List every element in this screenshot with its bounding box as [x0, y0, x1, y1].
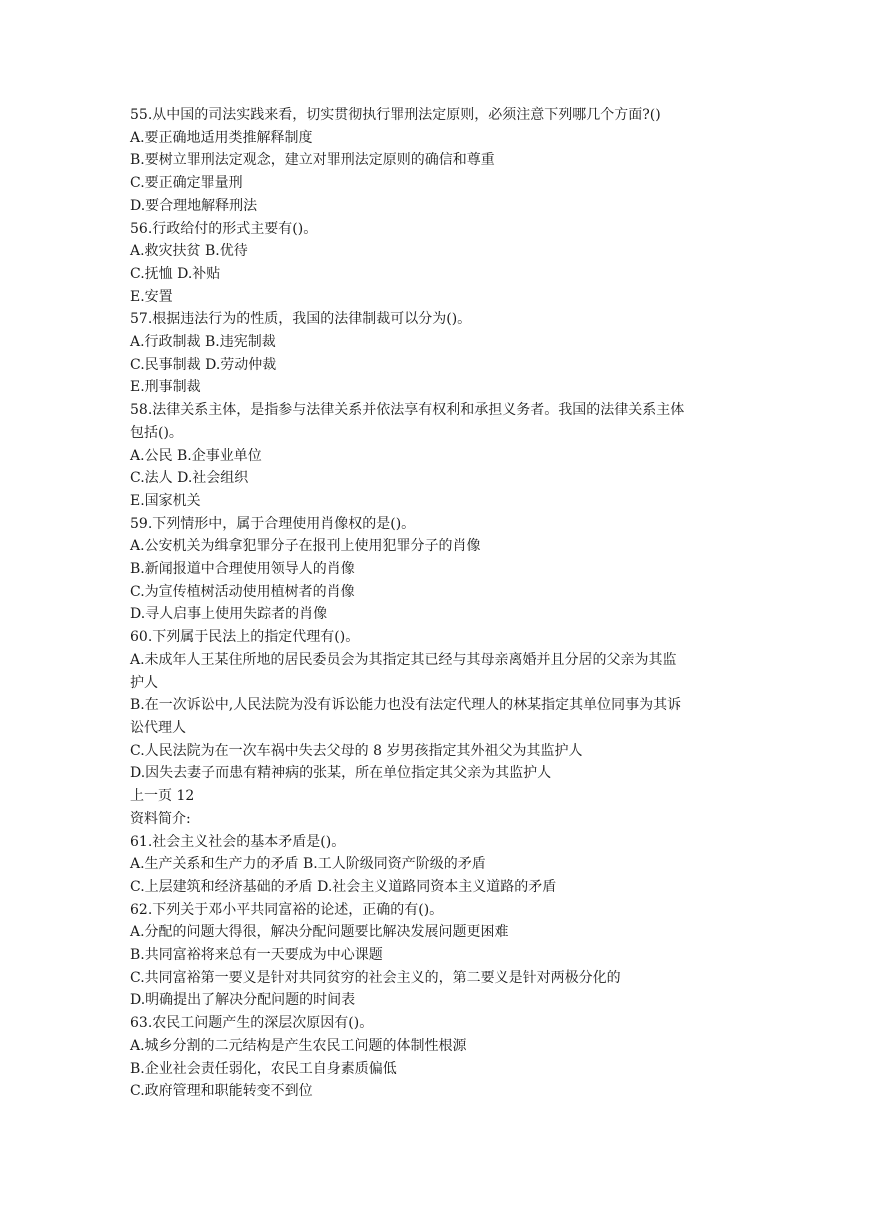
- question-56-options-cd: C.抚恤 D.补贴: [130, 265, 221, 282]
- question-57-options-cd: C.民事制裁 D.劳动仲裁: [130, 356, 277, 373]
- question-62-option-d: D.明确提出了解决分配问题的时间表: [130, 992, 356, 1009]
- pagination-text: 上一页 12: [130, 788, 195, 805]
- question-60-option-a: A.未成年人王某住所地的居民委员会为其指定其已经与其母亲离婚并且分居的父亲为其监: [130, 651, 677, 668]
- question-63-option-c: C.政府管理和职能转变不到位: [130, 1083, 313, 1100]
- question-58-options-cd: C.法人 D.社会组织: [130, 470, 249, 487]
- question-62-option-a: A.分配的问题大得很，解决分配问题要比解决发展问题更困难: [130, 924, 509, 941]
- question-61: 61.社会主义社会的基本矛盾是()。: [130, 833, 346, 850]
- question-56-options-ab: A.救灾扶贫 B.优待: [130, 243, 248, 260]
- question-60-option-d: D.因失去妻子而患有精神病的张某，所在单位指定其父亲为其监护人: [130, 765, 552, 782]
- question-63-option-b: B.企业社会责任弱化，农民工自身素质偏低: [130, 1060, 397, 1077]
- question-59: 59.下列情形中，属于合理使用肖像权的是()。: [130, 515, 416, 532]
- question-58: 58.法律关系主体，是指参与法律关系并依法享有权利和承担义务者。我国的法律关系主体: [130, 402, 685, 419]
- question-57: 57.根据违法行为的性质，我国的法律制裁可以分为()。: [130, 311, 472, 328]
- question-63-option-a: A.城乡分割的二元结构是产生农民工问题的体制性根源: [130, 1037, 467, 1054]
- question-60-option-c: C.人民法院为在一次车祸中失去父母的 8 岁男孩指定其外祖父为其监护人: [130, 742, 583, 759]
- question-57-option-e: E.刑事制裁: [130, 379, 201, 396]
- question-55-option-d: D.要合理地解释刑法: [130, 197, 258, 214]
- material-intro-label: 资料简介:: [130, 810, 191, 827]
- question-60-option-b: B.在一次诉讼中,人民法院为没有诉讼能力也没有法定代理人的林某指定其单位同事为其诉: [130, 697, 682, 714]
- question-62-option-c: C.共同富裕第一要义是针对共同贫穷的社会主义的，第二要义是针对两极分化的: [130, 969, 621, 986]
- question-60-option-a-continued: 护人: [130, 674, 158, 691]
- question-59-option-d: D.寻人启事上使用失踪者的肖像: [130, 606, 328, 623]
- page-text: [130, 104, 750, 1103]
- question-57-options-ab: A.行政制裁 B.违宪制裁: [130, 334, 276, 351]
- question-55: 55.从中国的司法实践来看，切实贯彻执行罪刑法定原则，必须注意下列哪几个方面?(): [130, 107, 661, 123]
- question-58-options-ab: A.公民 B.企事业单位: [130, 447, 262, 464]
- question-61-options-ab: A.生产关系和生产力的矛盾 B.工人阶级同资产阶级的矛盾: [130, 856, 486, 873]
- question-55-option-a: A.要正确地适用类推解释制度: [130, 129, 313, 146]
- question-60: 60.下列属于民法上的指定代理有()。: [130, 629, 360, 646]
- question-61-options-cd: C.上层建筑和经济基础的矛盾 D.社会主义道路同资本主义道路的矛盾: [130, 878, 557, 895]
- question-55-option-b: B.要树立罪刑法定观念，建立对罪刑法定原则的确信和尊重: [130, 152, 495, 169]
- question-58-option-e: E.国家机关: [130, 492, 201, 509]
- question-59-option-c: C.为宣传植树活动使用植树者的肖像: [130, 583, 355, 600]
- question-59-option-b: B.新闻报道中合理使用领导人的肖像: [130, 561, 355, 578]
- question-56-option-e: E.安置: [130, 288, 173, 305]
- question-60-option-b-continued: 讼代理人: [130, 719, 186, 736]
- question-63: 63.农民工问题产生的深层次原因有()。: [130, 1015, 374, 1032]
- question-62-option-b: B.共同富裕将来总有一天要成为中心课题: [130, 947, 383, 964]
- question-59-option-a: A.公安机关为缉拿犯罪分子在报刊上使用犯罪分子的肖像: [130, 538, 481, 555]
- question-56: 56.行政给付的形式主要有()。: [130, 220, 318, 237]
- question-58-continued: 包括()。: [130, 424, 183, 441]
- question-62: 62.下列关于邓小平共同富裕的论述，正确的有()。: [130, 901, 444, 918]
- question-55-option-c: C.要正确定罪量刑: [130, 175, 243, 192]
